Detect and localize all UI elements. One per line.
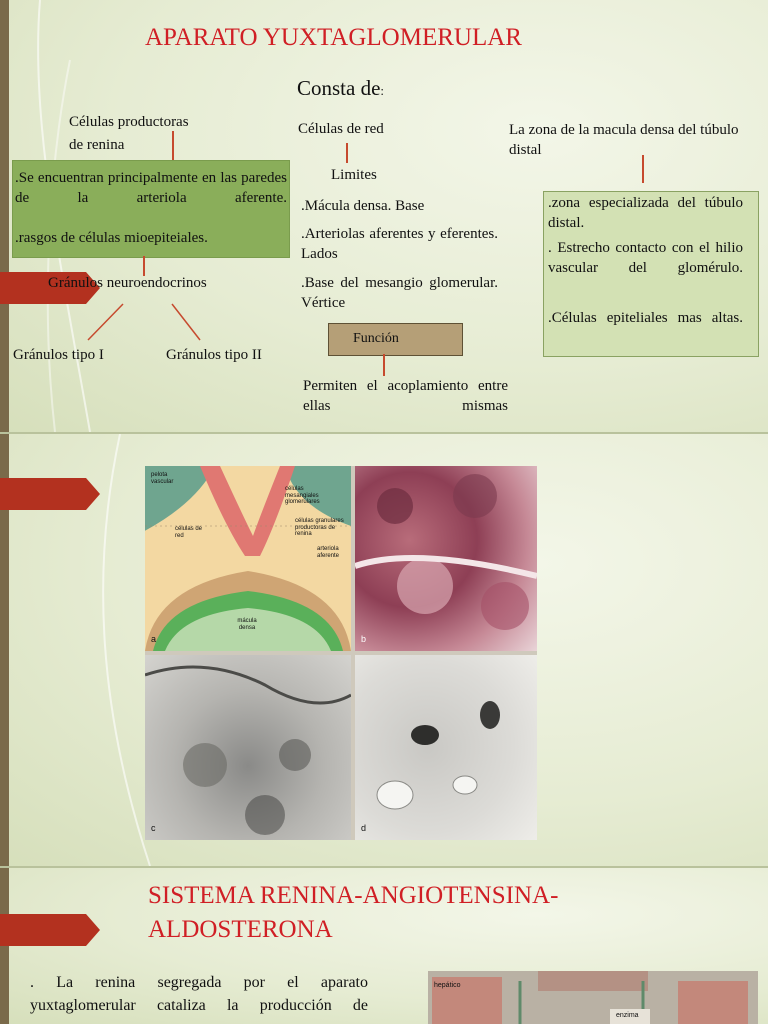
renina-heading-line-2: de renina [69,137,125,153]
renina-heading-line-1: Células productoras [69,114,189,130]
macula-densa-box [543,191,759,357]
panel-letter: c [151,823,156,833]
celulas-de-red-heading: Células de red [298,121,384,137]
section-arrow [0,478,100,510]
figure-label: mácula densa [237,618,257,631]
body-text-line-2: yuxtaglomerular cataliza la producción de [30,997,368,1014]
left-accent-bar [0,868,9,1024]
granulos-tipo-1: Gránulos tipo I [13,347,104,363]
panel-letter: b [361,634,367,644]
figure-label: células granulares productoras de renina [295,518,344,538]
slide-title-line-1: SISTEMA RENINA-ANGIOTENSINA- [148,882,559,909]
panel-electron-micrograph-1 [145,655,351,840]
granulos-heading: Gránulos neuroendocrinos [48,275,207,291]
figure-label: células mesangiales glomerulares [285,486,320,506]
histology-image-collage [145,466,537,840]
figure-label: pelota vascular [151,472,174,485]
funcion-box [328,323,463,356]
connector-line [642,155,644,183]
granulos-tipo-2: Gránulos tipo II [166,347,262,363]
panel-illustration [145,466,351,651]
panel-electron-micrograph-2 [355,655,537,840]
slide-aparato-yuxtaglomerular [0,0,768,432]
limites-item-1: .Mácula densa. Base [301,198,425,214]
diagram-image [428,971,758,1024]
funcion-description: Permiten el acoplamiento entre ellas mismas [303,378,508,414]
slide-histology-figure [0,434,768,866]
slide-sistema-renina [0,868,768,1024]
funcion-label: Función [353,331,399,346]
connector-line [172,131,174,160]
macula-item-1: .zona especializada del túbulo distal. [548,195,743,231]
renina-features-text: .rasgos de células mioepiteiales. [15,230,208,246]
limites-item-3: .Base del mesangio glomerular. Vértice [301,275,498,311]
limites-item-2: .Arteriolas aferentes y eferentes. Lados [301,226,498,262]
renina-description-text: .Se encuentran principalmente en las paredes de la arteriola aferente. [15,170,287,206]
slide-title: APARATO YUXTAGLOMERULAR [145,24,522,51]
granulos-connectors [60,300,210,348]
figure-label: células de red [175,526,203,539]
consta-de-heading: Consta de: [297,76,385,100]
diagram-label: hepático [434,982,461,989]
panel-stained-micrograph [355,466,537,651]
left-accent-bar [0,0,9,432]
renina-description-box [12,160,290,258]
panel-letter: a [151,634,157,644]
macula-item-2: . Estrecho contacto con el hilio vascular del glomérulo. [548,240,743,276]
diagram-label: enzima [616,1012,639,1019]
body-text-line-1: . La renina segregada por el aparato [30,974,368,991]
macula-item-3: .Células epiteliales mas altas. [548,310,743,326]
macula-densa-heading: La zona de la macula densa del túbulo distal [509,122,739,158]
figure-label: arteriola aferente [317,546,340,559]
connector-line [383,354,385,376]
connector-line [143,256,145,276]
connector-line [346,143,348,163]
panel-letter: d [361,823,367,833]
section-arrow [0,914,100,946]
limites-heading: Limites [331,167,377,183]
slide-title-line-2: ALDOSTERONA [148,916,333,943]
